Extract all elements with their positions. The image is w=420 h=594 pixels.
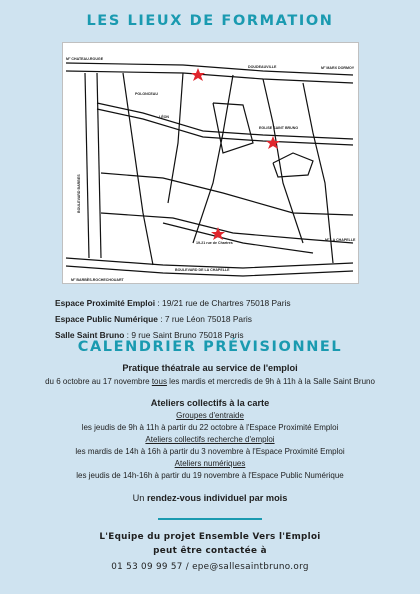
section-title-lieux: LES LIEUX DE FORMATION — [86, 13, 334, 29]
atelier-entraide-name: Groupes d'entraide — [176, 411, 244, 420]
theatre-title: Pratique théatrale au service de l'emploi — [122, 363, 298, 373]
footer-team: L'Equipe du projet Ensemble Vers l'Emploi — [99, 532, 321, 542]
atelier-numerique-text: les jeudis de 14h-16h à partir du 19 novembre à l'Espace Public Numérique — [76, 471, 344, 480]
ateliers-title: Ateliers collectifs à la carte — [150, 398, 270, 408]
theatre-schedule: du 6 octobre au 17 novembre tous les mardis et mercredis de 9h à 11h à la Salle Saint Bruno — [45, 377, 375, 386]
map-label-la-chapelle-metro: M° LA CHAPELLE — [325, 238, 356, 242]
map-label-chateau-rouge: M° CHATEAU-ROUGE — [66, 57, 104, 61]
map-label-barbes: BOULEVARD BARBES — [77, 174, 81, 213]
atelier-recherche-text: les mardis de 14h à 16h à partir du 3 novembre à l'Espace Proximité Emploi — [75, 447, 345, 456]
map-label-bd-chapelle: BOULEVARD DE LA CHAPELLE — [175, 268, 230, 272]
divider — [158, 518, 262, 520]
map-label-doudeauville: DOUDEAUVILLE — [248, 65, 277, 69]
street-map — [62, 42, 359, 284]
map-label-eglise: EGLISE SAINT BRUNO — [259, 126, 299, 130]
map-label-chartres: 19-21 rue de Chartres — [196, 241, 233, 245]
atelier-entraide-text: les jeudis de 9h à 11h à partir du 22 octobre à l'Espace Proximité Emploi — [81, 423, 339, 432]
footer-contact: 01 53 09 99 57 / epe@sallesaintbruno.org — [111, 562, 309, 572]
rdv-line: Un rendez-vous individuel par mois — [132, 493, 288, 503]
map-label-barbes-metro: M° BARBÈS-ROCHECHOUART — [71, 278, 124, 282]
map-label-marx-dormoy: M° MARX DORMOY — [321, 66, 355, 70]
address-saint-bruno: Salle Saint Bruno : 9 rue Saint Bruno 75018 Paris — [55, 330, 244, 340]
atelier-recherche-name: Ateliers collectifs recherche d'emploi — [145, 435, 275, 444]
address-numerique: Espace Public Numérique : 7 rue Léon 75018 Paris — [55, 314, 252, 324]
address-proximite: Espace Proximité Emploi : 19/21 rue de Chartres 75018 Paris — [55, 298, 291, 308]
map-label-polonceau: POLONCEAU — [135, 92, 158, 96]
map-label-leon: LÉON — [159, 115, 169, 119]
atelier-numerique-name: Ateliers numériques — [174, 459, 246, 468]
section-title-calendrier: CALENDRIER PRÉVISIONNEL — [77, 339, 343, 355]
footer-contact-intro: peut être contactée à — [153, 546, 267, 556]
